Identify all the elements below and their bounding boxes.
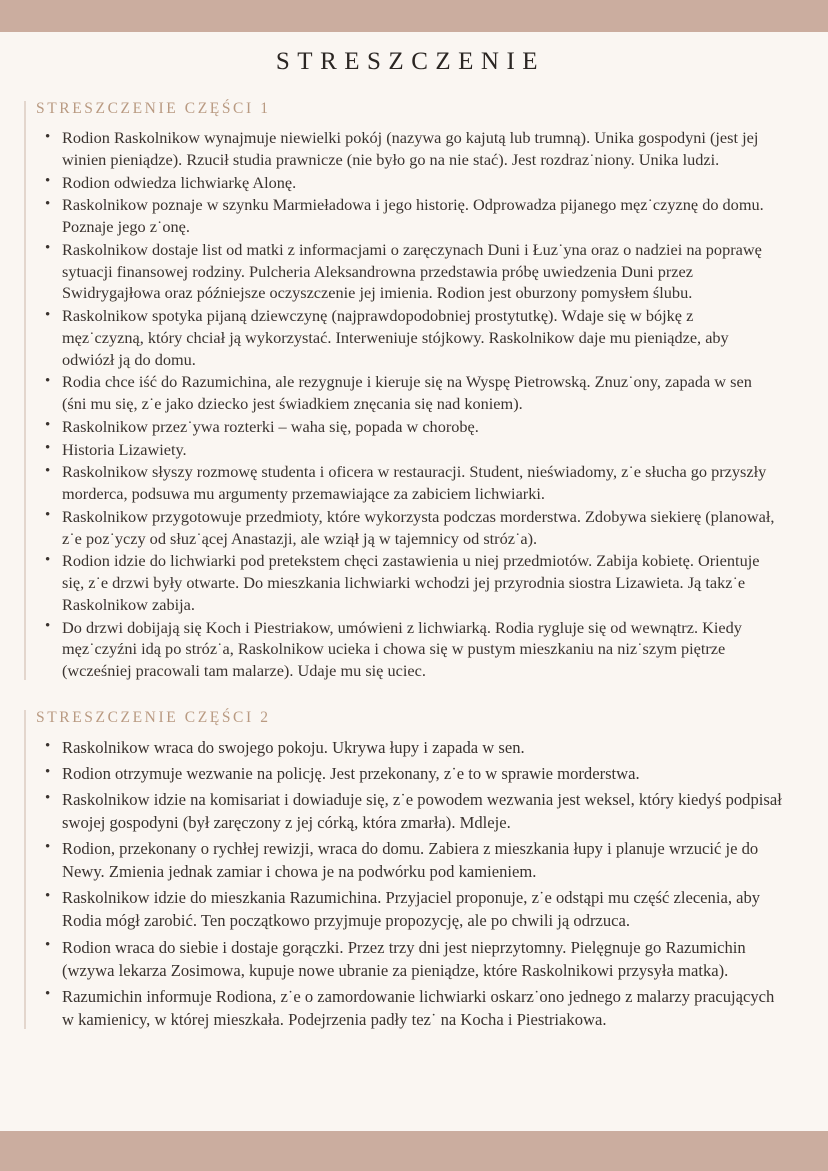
top-decorative-band [0,0,828,32]
list-item: • Razumichin informuje Rodiona, z˙e o zamordowanie lichwiarki oskarz˙ono jednego z malarzy pracujących w kamienicy, w której mieszkała. Podejrzenia padły tez˙ na Kocha i Piestriakowa. [36,985,828,1031]
list-item: • Raskolnikow słyszy rozmowę studenta i oficera w restauracji. Student, nieświadomy, z˙e słucha go przyszły morderca, podsuwa mu argumenty przemawiające za zabiciem lichwiarki. [36,461,828,505]
list-item: • Raskolnikow dostaje list od matki z informacjami o zaręczynach Duni i Łuz˙yna oraz o nadziei na poprawę sytuacji finansowej rodziny. Pulcheria Aleksandrowna przedstawia próbę uwiedzenia Duni przez Swidrygajłowa oraz późniejsze oczyszczenie jej imienia. Rodion jest oburzony pomysłem ślubu. [36,239,828,304]
list-item: • Rodion wraca do siebie i dostaje gorączki. Przez trzy dni jest nieprzytomny. Pielęgnuje go Razumichin (wzywa lekarza Zosimowa, kupuje nowe ubranie za pieniądze, które Raskolnikowi przysyła matka). [36,936,828,982]
list-item: • Historia Lizawiety. [36,439,828,461]
bottom-decorative-band [0,1131,828,1171]
page-title: STRESZCZENIE [275,48,546,75]
list-item: • Rodion Raskolnikow wynajmuje niewielki pokój (nazywa go kajutą lub trumną). Unika gospodyni (jest jej winien pieniądze). Rzucił studia prawnicze (nie było go na nie stać). Jest rozdraz˙niony. Unika ludzi. [36,127,828,171]
section-body-part-2 [0,736,828,1031]
list-item: • Raskolnikow idzie na komisariat i dowiaduje się, z˙e powodem wezwania jest weksel, który kiedyś podpisał swojej gospodyni (był zaręczony z jej córką, która zmarła). Mdleje. [36,788,828,834]
section-heading-part-1: STRESZCZENIE CZĘŚCI 1 [36,100,271,117]
list-item: • Raskolnikow wraca do swojego pokoju. Ukrywa łupy i zapada w sen. [36,736,828,759]
bullet-list-part-1 [36,127,828,682]
list-item: • Raskolnikow przez˙ywa rozterki – waha się, popada w chorobę. [36,416,828,438]
section-streszczenie-czesci-1 [0,99,828,682]
list-item: • Raskolnikow poznaje w szynku Marmieładowa i jego historię. Odprowadza pijanego męz˙czyznę do domu. Poznaje jego z˙onę. [36,194,828,238]
section-body-part-1 [0,127,828,682]
list-item: • Rodion odwiedza lichwiarkę Alonę. [36,172,828,194]
list-item: • Rodion, przekonany o rychłej rewizji, wraca do domu. Zabiera z mieszkania łupy i planuje wrzucić je do Newy. Zmienia jednak zamiar i chowa je na podwórku pod kamieniem. [36,837,828,883]
section-streszczenie-czesci-2 [0,708,828,1031]
list-item: • Raskolnikow spotyka pijaną dziewczynę (najprawdopodobniej prostytutkę). Wdaje się w bójkę z męz˙czyzną, który chciał ją wykorzystać. Interweniuje stójkowy. Raskolnikow daje mu pieniądze, aby odwiózł ją do domu. [36,305,828,370]
list-item: • Raskolnikow idzie do mieszkania Razumichina. Przyjaciel proponuje, z˙e odstąpi mu część zlecenia, aby Rodia mógł zarobić. Ten początkowo przyjmuje propozycję, ale po chwili ją odrzuca. [36,886,828,932]
list-item: • Do drzwi dobijają się Koch i Piestriakow, umówieni z lichwiarką. Rodia rygluje się od wewnątrz. Kiedy męz˙czyźni idą po stróz˙a, Raskolnikow ucieka i chowa się w pustym mieszkaniu na niz˙szym piętrze (wcześniej pracowali tam malarze). Udaje mu się uciec. [36,617,828,682]
document-content [0,32,828,1131]
bullet-list-part-2 [36,736,828,1031]
list-item: • Rodion otrzymuje wezwanie na policję. Jest przekonany, z˙e to w sprawie morderstwa. [36,762,828,785]
list-item: • Raskolnikow przygotowuje przedmioty, które wykorzysta podczas morderstwa. Zdobywa siekierę (planował, z˙e poz˙yczy od słuz˙ącej Anastazji, ale wziął ją w tajemnicy od stróz˙a). [36,506,828,550]
section-heading-part-2: STRESZCZENIE CZĘŚCI 2 [36,708,271,726]
list-item: • Rodia chce iść do Razumichina, ale rezygnuje i kieruje się na Wyspę Pietrowską. Znuz˙ony, zapada w sen (śni mu się, z˙e jako dziecko jest świadkiem znęcania się nad koniem). [36,371,828,415]
list-item: • Rodion idzie do lichwiarki pod pretekstem chęci zastawienia u niej przedmiotów. Zabija kobietę. Orientuje się, z˙e drzwi były otwarte. Do mieszkania lichwiarki wchodzi jej przyrodnia siostra Lizawieta. Ją takz˙e Raskolnikow zabija. [36,550,828,615]
